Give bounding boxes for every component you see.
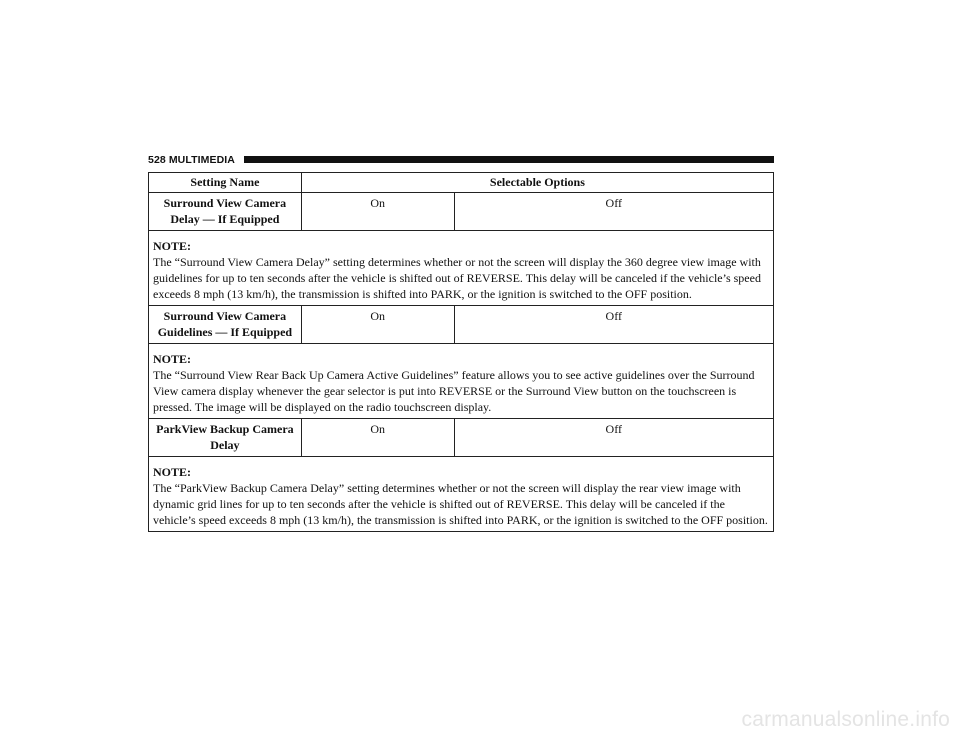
column-header-setting-name: Setting Name xyxy=(149,173,302,193)
note-text: The “ParkView Backup Camera Delay” setting determines whether or not the screen will display the rear view image with dynamic grid lines for up to ten seconds after the vehicle is shifted out of REVERSE. This delay will be canceled if the vehicle’s speed exceeds 8 mph (13 km/h), the transmission is shifted into PARK, or the ignition is switched to the OFF position. xyxy=(153,481,768,527)
option-on-cell: On xyxy=(301,306,454,344)
note-title: NOTE: xyxy=(153,352,192,366)
table-row xyxy=(149,419,774,457)
note-cell xyxy=(149,344,774,419)
note-text: The “Surround View Camera Delay” setting determines whether or not the screen will display the 360 degree view image with guidelines for up to ten seconds after the vehicle is shifted out of REVERSE. This delay will be canceled if the vehicle’s speed exceeds 8 mph (13 km/h), the transmission is shifted into PARK, or the ignition is switched to the OFF position. xyxy=(153,255,761,301)
page-section-label: 528 MULTIMEDIA xyxy=(148,154,235,166)
column-header-selectable-options: Selectable Options xyxy=(301,173,773,193)
option-off-cell: Off xyxy=(454,193,773,231)
note-text: The “Surround View Rear Back Up Camera Active Guidelines” feature allows you to see active guidelines over the Surround View camera display whenever the gear selector is put into REVERSE or the Surround View button on the touchscreen is pressed. The image will be displayed on the radio touchscreen display. xyxy=(153,368,755,414)
option-off-cell: Off xyxy=(454,306,773,344)
settings-table xyxy=(148,172,774,532)
note-row xyxy=(149,457,774,532)
setting-name-cell: ParkView Backup Camera Delay xyxy=(149,419,302,457)
option-on-cell: On xyxy=(301,419,454,457)
setting-name-cell: Surround View Camera Guidelines — If Equipped xyxy=(149,306,302,344)
table-header-row xyxy=(149,173,774,193)
header-rule xyxy=(244,156,774,163)
table-row xyxy=(149,193,774,231)
note-row xyxy=(149,344,774,419)
note-cell xyxy=(149,231,774,306)
note-cell xyxy=(149,457,774,532)
option-on-cell: On xyxy=(301,193,454,231)
watermark: carmanualsonline.info xyxy=(741,708,950,731)
note-row xyxy=(149,231,774,306)
note-title: NOTE: xyxy=(153,239,192,253)
option-off-cell: Off xyxy=(454,419,773,457)
table-row xyxy=(149,306,774,344)
setting-name-cell: Surround View Camera Delay — If Equipped xyxy=(149,193,302,231)
page-header xyxy=(148,153,774,167)
note-title: NOTE: xyxy=(153,465,192,479)
